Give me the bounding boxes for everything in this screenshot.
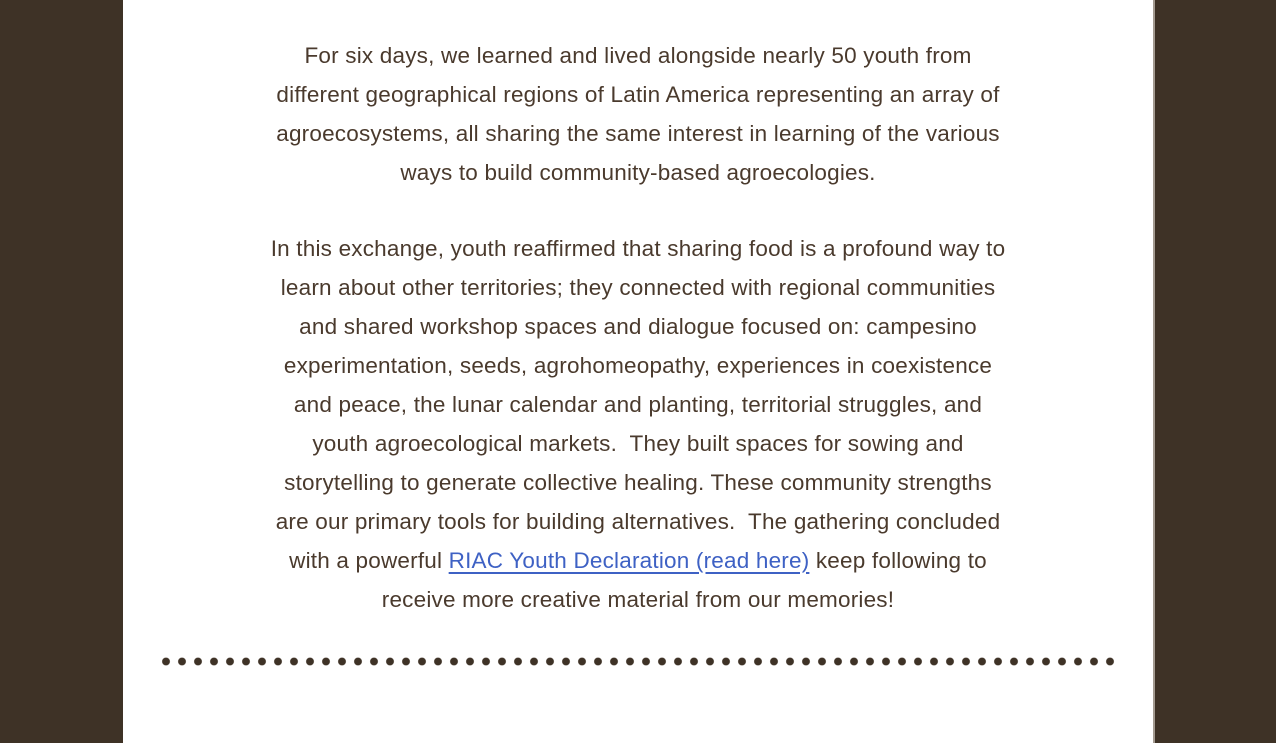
text-line: are our primary tools for building alternatives. The gathering concluded — [275, 509, 1001, 534]
text-line: In this exchange, youth reaffirmed that sharing food is a profound way to — [270, 236, 1006, 261]
article-text — [123, 0, 1153, 743]
text-line: different geographical regions of Latin America representing an array of — [276, 82, 1000, 107]
left-margin-band — [0, 0, 123, 743]
right-margin-band — [1153, 0, 1276, 743]
text-line: storytelling to generate collective healing. These community strengths — [284, 470, 992, 495]
riac-declaration-link[interactable]: RIAC Youth Declaration (read here) — [448, 548, 810, 573]
text-line: and shared workshop spaces and dialogue focused on: campesino — [299, 314, 977, 339]
text-line: and peace, the lunar calendar and planting, territorial struggles, and — [293, 392, 983, 417]
text-line: youth agroecological markets. They built spaces for sowing and — [312, 431, 964, 456]
text-line: learn about other territories; they connected with regional communities — [280, 275, 996, 300]
link-line-prefix: with a powerful — [289, 548, 449, 573]
text-line-with-link — [188, 541, 1088, 580]
text-line: agroecosystems, all sharing the same interest in learning of the various — [276, 121, 1000, 146]
paragraph-2 — [188, 229, 1088, 619]
text-line: ways to build community-based agroecologies. — [400, 160, 876, 185]
dotted-separator — [158, 657, 1118, 666]
text-line: receive more creative material from our memories! — [381, 587, 895, 612]
text-line: For six days, we learned and lived alongside nearly 50 youth from — [304, 43, 972, 68]
text-line: experimentation, seeds, agrohomeopathy, experiences in coexistence — [283, 353, 993, 378]
paragraph-1 — [188, 36, 1088, 192]
link-line-suffix: keep following to — [809, 548, 987, 573]
